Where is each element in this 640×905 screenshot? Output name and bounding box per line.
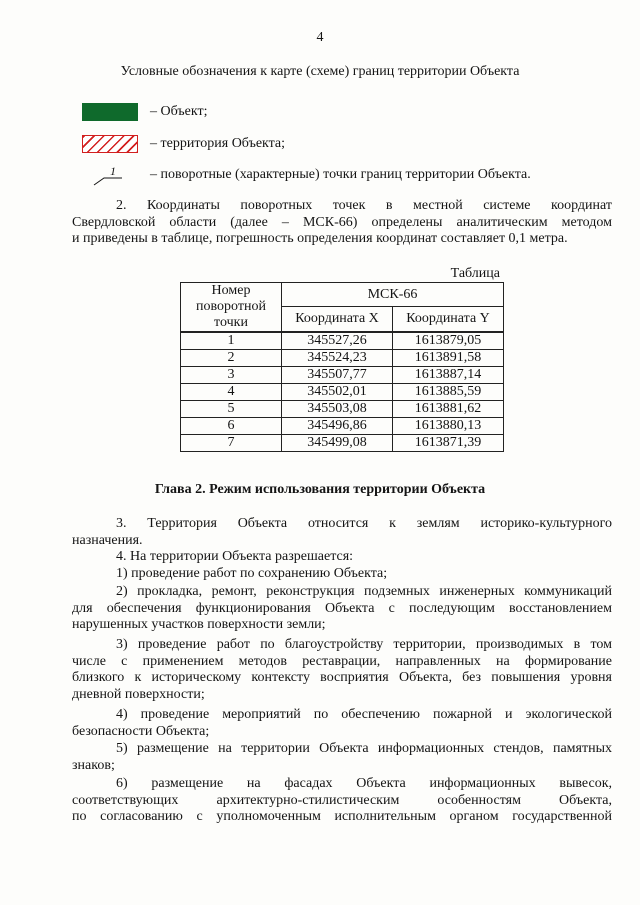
object-symbol-icon: [82, 103, 138, 121]
territory-hatch-icon: [82, 135, 138, 153]
item-3-line: близкого к историческому контексту восприятия Объекта, без повышения уровня: [72, 670, 612, 685]
item-1-line: 1) проведение работ по сохранению Объекта;: [116, 566, 388, 581]
turning-point-icon: [82, 163, 138, 187]
paragraph-3: [72, 516, 612, 549]
table-row: [181, 332, 504, 350]
table-row: [181, 350, 504, 367]
legend-territory-text: – территория Объекта;: [150, 136, 286, 151]
item-4-line: безопасности Объекта;: [72, 723, 210, 739]
paragraph-2-line: Свердловской области (далее – МСК-66) определены аналитическим методом: [72, 214, 612, 230]
paragraph-3-line: назначения.: [72, 532, 143, 548]
paragraph-2: [72, 198, 612, 248]
cell-point: 2: [181, 350, 282, 367]
item-6-line: по согласованию с уполномоченным исполнительным органом государственной: [72, 809, 612, 824]
item-5-line: знаков;: [72, 757, 115, 773]
cell-x: 345496,86: [282, 418, 393, 435]
table-row: [181, 367, 504, 384]
item-4: [72, 707, 612, 740]
cell-point: 6: [181, 418, 282, 435]
item-4-line: 4) проведение мероприятий по обеспечению пожарной и экологической: [116, 707, 612, 722]
legend-object-text: – Объект;: [150, 104, 208, 119]
cell-point: 3: [181, 367, 282, 384]
item-1: [72, 566, 612, 583]
table-row: [181, 418, 504, 435]
legend-item-object: [82, 102, 207, 122]
chapter-title: Глава 2. Режим использования территории Объекта: [154, 482, 486, 497]
header-point-number: Номер поворотной точки: [181, 283, 282, 333]
paragraph-4-line: 4. На территории Объекта разрешается:: [116, 549, 354, 564]
cell-point: 4: [181, 384, 282, 401]
cell-y: 1613871,39: [393, 435, 504, 452]
header-coordinate-x: Координата X: [282, 307, 393, 332]
paragraph-2-line: и приведены в таблице, погрешность определения координат составляет 0,1 метра.: [72, 231, 568, 246]
item-5-line: 5) размещение на территории Объекта информационных стендов, памятных: [116, 741, 612, 756]
item-3-line: числе с применением методов реставрации, направленных на формирование: [72, 653, 612, 669]
cell-point: 7: [181, 435, 282, 452]
cell-point: 5: [181, 401, 282, 418]
cell-x: 345503,08: [282, 401, 393, 418]
item-3: [72, 637, 612, 703]
cell-y: 1613881,62: [393, 401, 504, 418]
header-coordinate-y: Координата Y: [393, 307, 504, 332]
table-row: [181, 401, 504, 418]
item-3-line: дневной поверхности;: [72, 686, 205, 702]
legend-title: Условные обозначения к карте (схеме) границ территории Объекта: [120, 64, 520, 79]
table-caption: Таблица: [450, 266, 500, 281]
table-row: [181, 384, 504, 401]
cell-y: 1613880,13: [393, 418, 504, 435]
cell-y: 1613885,59: [393, 384, 504, 401]
item-6-line: 6) размещение на фасадах Объекта информационных вывесок,: [116, 776, 612, 791]
item-6-line: соответствующих архитектурно-стилистическим особенностям Объекта,: [72, 792, 612, 808]
item-3-line: 3) проведение работ по благоустройству территории, производимых в том: [116, 637, 612, 652]
item-2-line: для обеспечения функционирования Объекта с последующим восстановлением: [72, 600, 612, 616]
cell-x: 345527,26: [282, 332, 393, 350]
cell-point: 1: [181, 332, 282, 350]
cell-x: 345507,77: [282, 367, 393, 384]
legend-points-text: – поворотные (характерные) точки границ территории Объекта.: [150, 167, 531, 182]
paragraph-4: [72, 549, 612, 566]
item-2-line: нарушенных участков поверхности земли;: [72, 617, 326, 632]
item-2-line: 2) прокладка, ремонт, реконструкция подземных инженерных коммуникаций: [116, 584, 612, 599]
turning-point-label: 1: [110, 164, 116, 178]
cell-y: 1613887,14: [393, 367, 504, 384]
item-5: [72, 741, 612, 774]
item-6: [72, 776, 612, 826]
header-coordinate-system: МСК-66: [282, 283, 504, 307]
page-number: 4: [316, 30, 324, 45]
paragraph-3-line: 3. Территория Объекта относится к землям историко-культурного: [116, 516, 612, 531]
cell-y: 1613879,05: [393, 332, 504, 350]
item-2: [72, 584, 612, 634]
cell-x: 345499,08: [282, 435, 393, 452]
legend-item-points: [82, 162, 531, 188]
cell-x: 345502,01: [282, 384, 393, 401]
coordinates-table: [180, 282, 504, 452]
paragraph-2-line: 2. Координаты поворотных точек в местной системе координат: [116, 198, 612, 213]
cell-y: 1613891,58: [393, 350, 504, 367]
cell-x: 345524,23: [282, 350, 393, 367]
legend-item-territory: [82, 134, 285, 154]
table-row: [181, 435, 504, 452]
